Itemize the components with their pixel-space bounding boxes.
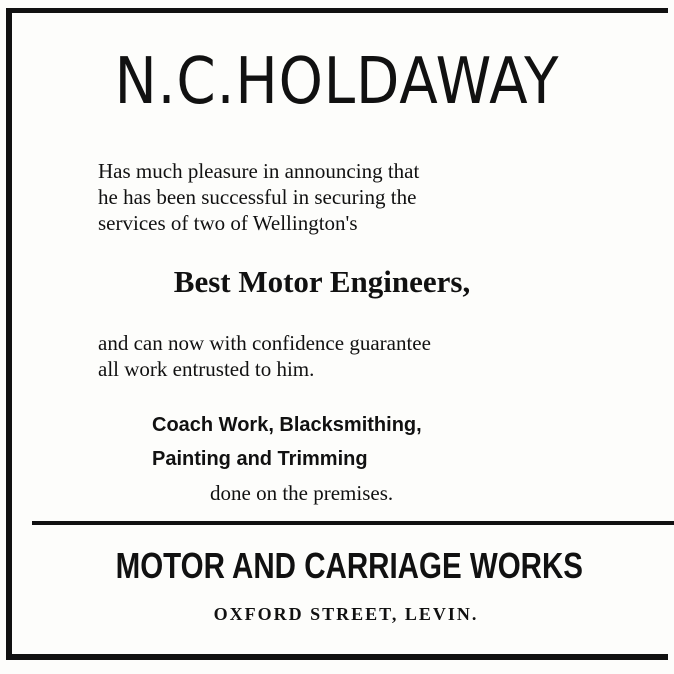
guarantee-line: all work entrusted to him. xyxy=(98,357,315,381)
business-address: OXFORD STREET, LEVIN. xyxy=(213,604,479,624)
services-line: Coach Work, Blacksmithing, xyxy=(152,414,422,436)
intro-paragraph xyxy=(98,158,618,236)
intro-line: he has been successful in securing the xyxy=(98,185,417,209)
guarantee-line: and can now with confidence guarantee xyxy=(98,331,431,355)
headline: Best Motor Engineers, xyxy=(173,264,471,299)
services-note: done on the premises. xyxy=(210,481,394,505)
divider-rule xyxy=(32,521,674,525)
business-name: MOTOR AND CARRIAGE WORKS xyxy=(115,545,583,586)
intro-line: services of two of Wellington's xyxy=(98,211,358,235)
guarantee-paragraph xyxy=(98,330,638,382)
advert-title: N.C.HOLDAWAY xyxy=(114,45,560,119)
intro-line: Has much pleasure in announcing that xyxy=(98,159,420,183)
services-line: Painting and Trimming xyxy=(152,448,368,470)
services-list xyxy=(152,408,422,510)
